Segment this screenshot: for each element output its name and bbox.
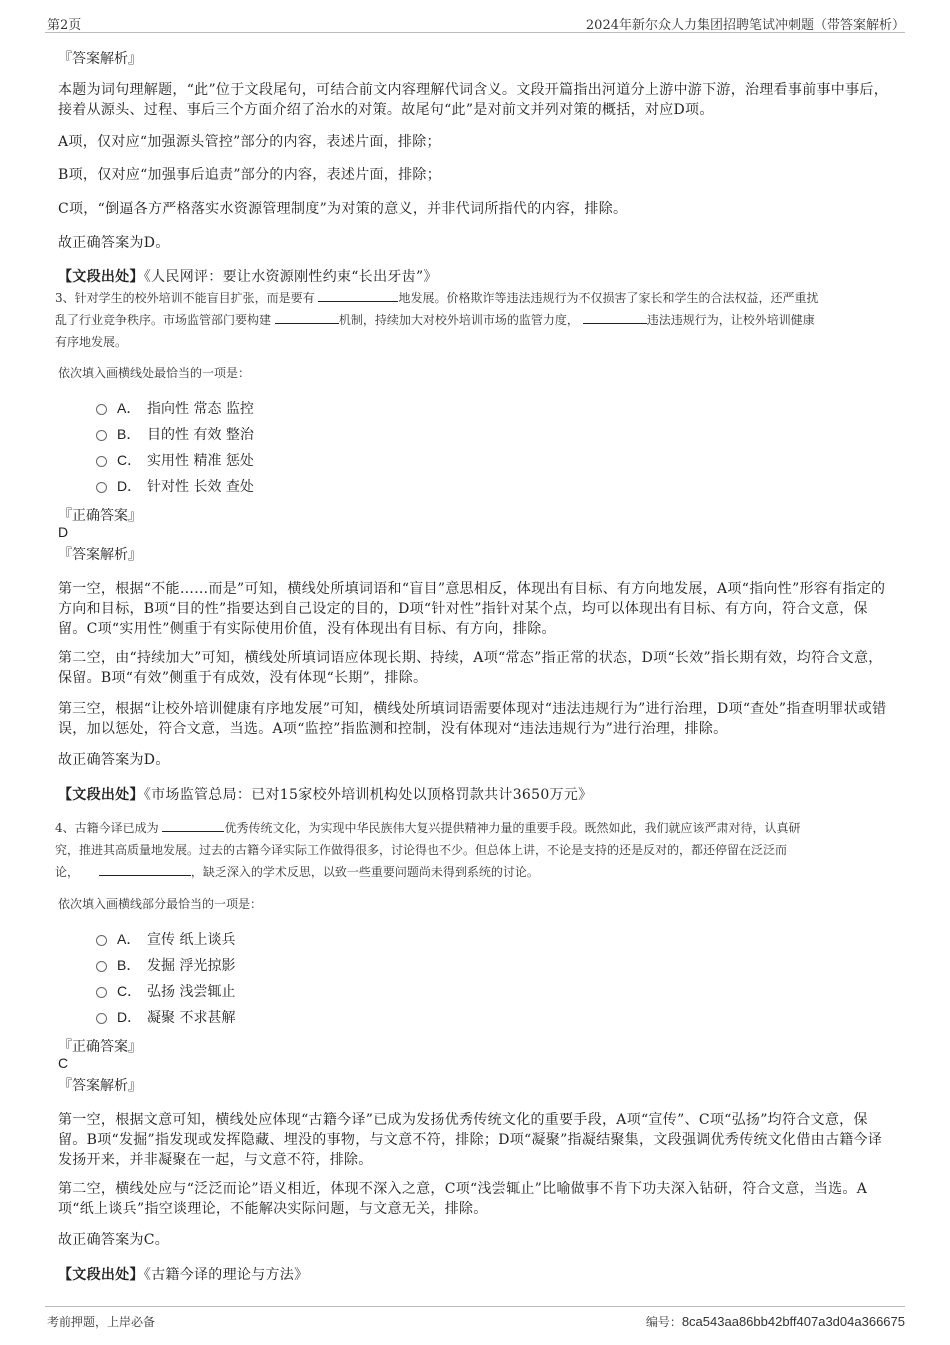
- radio-icon[interactable]: [96, 987, 107, 998]
- correct-answer: C: [58, 1055, 69, 1071]
- q3-text-3: 乱了行业竞争秩序。市场监管部门要构建: [55, 313, 272, 327]
- blank-2: [99, 861, 191, 876]
- q3-text-1: 3、针对学生的校外培训不能盲目扩张，而是要有: [55, 291, 315, 305]
- question-3-stem: [55, 287, 888, 353]
- q4-option-d[interactable]: [96, 1007, 235, 1027]
- source-text: 《古籍今译的理论与方法》: [143, 1267, 309, 1283]
- correct-answer-label: 『正确答案』: [58, 1039, 142, 1055]
- radio-icon[interactable]: [96, 935, 107, 946]
- option-letter: D．: [117, 1009, 142, 1025]
- option-text: 发掘 浮光掠影: [147, 958, 236, 974]
- source-text: 《人民网评：要让水资源刚性约束“长出牙齿”》: [143, 269, 438, 285]
- footer-slogan: 考前押题，上岸必备: [47, 1315, 156, 1329]
- option-letter: B．: [117, 426, 141, 442]
- q4-text-2: 优秀传统文化，为实现中华民族伟大复兴提供精神力量的重要手段。既然如此，我们就应该严肃对待，认真研: [224, 821, 801, 835]
- q4-source: [58, 1265, 888, 1285]
- q3-instruction: 依次填入画横线处最恰当的一项是：: [58, 366, 251, 380]
- q3-option-d[interactable]: [96, 476, 254, 496]
- analysis-label: 『答案解析』: [58, 51, 142, 67]
- q4-conclusion: 故正确答案为C。: [58, 1232, 170, 1248]
- blank-3: [583, 309, 647, 324]
- q3-option-a[interactable]: [96, 398, 254, 418]
- option-text: 针对性 长效 查处: [147, 479, 254, 495]
- q3-source: [58, 785, 888, 805]
- q3-option-b[interactable]: [96, 424, 254, 444]
- option-text: 宣传 纸上谈兵: [147, 932, 236, 948]
- option-letter: C．: [117, 452, 142, 468]
- analysis-label: 『答案解析』: [58, 547, 142, 563]
- q4-option-c[interactable]: [96, 981, 235, 1001]
- option-letter: A．: [117, 931, 141, 947]
- radio-icon[interactable]: [96, 1013, 107, 1024]
- q4-text-1: 4、古籍今译已成为: [55, 821, 159, 835]
- q4-text-5: ，缺乏深入的学术反思，以致一些重要问题尚未得到系统的讨论。: [190, 865, 539, 879]
- blank-1: [162, 817, 224, 832]
- q4-analysis-p1: 第一空，根据文意可知，横线处应体现“古籍今译”已成为发扬优秀传统文化的重要手段，A项“宣传”、C项“弘扬”均符合文意，保留。B项“发掘”指发现或发挥隐藏、埋没的事物，与文意不符，排除；D项“凝聚”指凝结聚集，文段强调优秀传统文化借由古籍今译发扬开来，并非凝聚在一起，与文意不符，排除。: [58, 1112, 883, 1168]
- q3-text-6: 有序地发展。: [55, 335, 128, 349]
- source-label: 【文段出处】: [58, 269, 144, 285]
- q4-option-b[interactable]: [96, 955, 235, 975]
- option-letter: D．: [117, 478, 142, 494]
- radio-icon[interactable]: [96, 961, 107, 972]
- q3-text-2: 地发展。价格欺诈等违法违规行为不仅损害了家长和学生的合法权益，还严重扰: [398, 291, 819, 305]
- source-label: 【文段出处】: [58, 1267, 144, 1283]
- page-footer: [45, 1306, 905, 1329]
- q3-text-5: 违法违规行为，让校外培训健康: [646, 313, 815, 327]
- q2-source: [58, 267, 888, 287]
- q3-option-c[interactable]: [96, 450, 254, 470]
- q3-conclusion: 故正确答案为D。: [58, 752, 170, 768]
- q3-text-4: 机制，持续加大对校外培训市场的监管力度，: [338, 313, 579, 327]
- option-text: 指向性 常态 监控: [147, 401, 254, 417]
- q3-analysis-p2: 第二空，由“持续加大”可知，横线处所填词语应体现长期、持续，A项“常态”指正常的状态，D项“长效”指长期有效，均符合文意，保留。B项“有效”侧重于有成效，没有体现“长期”，排除。: [58, 650, 883, 686]
- q4-instruction: 依次填入画横线部分最恰当的一项是：: [58, 897, 263, 911]
- option-letter: A．: [117, 400, 141, 416]
- option-letter: C．: [117, 983, 142, 999]
- q4-text-4: 论，: [55, 865, 80, 879]
- radio-icon[interactable]: [96, 404, 107, 415]
- q2-analysis-p3: B项，仅对应“加强事后追责”部分的内容，表述片面，排除；: [58, 167, 442, 183]
- option-text: 实用性 精准 惩处: [147, 453, 254, 469]
- code-value: 8ca543aa86bb42bff407a3d04a366675: [681, 1314, 905, 1329]
- document-code: [646, 1313, 905, 1330]
- option-letter: B．: [117, 957, 141, 973]
- document-title: 2024年新尔众人力集团招聘笔试冲刺题（带答案解析）: [585, 18, 905, 33]
- source-text: 《市场监管总局：已对15家校外培训机构处以顶格罚款共计3650万元》: [143, 787, 593, 803]
- page-number: 第2页: [47, 18, 82, 33]
- q2-conclusion: 故正确答案为D。: [58, 235, 170, 251]
- radio-icon[interactable]: [96, 482, 107, 493]
- page-header: [45, 12, 905, 33]
- correct-answer: D: [58, 524, 69, 540]
- question-4-stem: [55, 817, 888, 883]
- correct-answer-label: 『正确答案』: [58, 508, 142, 524]
- q2-analysis-p4: C项，“倒逼各方严格落实水资源管理制度”为对策的意义，并非代词所指代的内容，排除。: [58, 201, 628, 217]
- q2-analysis-p1: 本题为词句理解题，“此”位于文段尾句，可结合前文内容理解代词含义。文段开篇指出河道分上游中游下游，治理看事前事中事后，接着从源头、过程、事后三个方面介绍了治水的对策。故尾句“此”是对前文并列对策的概括，对应D项。: [58, 82, 889, 118]
- q4-option-a[interactable]: [96, 929, 235, 949]
- radio-icon[interactable]: [96, 456, 107, 467]
- blank-1: [318, 287, 398, 302]
- blank-2: [275, 309, 339, 324]
- code-label: 编号：: [645, 1315, 682, 1329]
- option-text: 弘扬 浅尝辄止: [147, 984, 236, 1000]
- q3-analysis-p3: 第三空，根据“让校外培训健康有序地发展”可知，横线处所填词语需要体现对“违法违规行为”进行治理，D项“查处”指查明罪状或错误，加以惩处，符合文意，当选。A项“监控”指监测和控制，没有体现对“违法违规行为”进行治理，排除。: [58, 701, 887, 737]
- q4-text-3: 究，推进其高质量地发展。过去的古籍今译实际工作做得很多，讨论得也不少。但总体上讲，不论是支持的还是反对的，都还停留在泛泛而: [55, 843, 788, 857]
- analysis-label: 『答案解析』: [58, 1078, 142, 1094]
- q3-analysis-p1: 第一空，根据“不能……而是”可知，横线处所填词语和“盲目”意思相反，体现出有目标、有方向地发展，A项“指向性”形容有指定的方向和目标，B项“目的性”指要达到自己设定的目的，D项“针对性”指针对某个点，均可以体现出有目标、有方向，符合文意，保留。C项“实用性”侧重于有实际使用价值，没有体现出有目标、有方向，排除。: [58, 581, 886, 637]
- option-text: 凝聚 不求甚解: [147, 1010, 236, 1026]
- radio-icon[interactable]: [96, 430, 107, 441]
- q4-analysis-p2: 第二空，横线处应与“泛泛而论”语义相近，体现不深入之意，C项“浅尝辄止”比喻做事不肯下功夫深入钻研，符合文意，当选。A项“纸上谈兵”指空谈理论，不能解决实际问题，与文意无关，排除。: [58, 1181, 868, 1217]
- source-label: 【文段出处】: [58, 787, 144, 803]
- q2-analysis-p2: A项，仅对应“加强源头管控”部分的内容，表述片面，排除；: [58, 134, 441, 150]
- option-text: 目的性 有效 整治: [147, 427, 254, 443]
